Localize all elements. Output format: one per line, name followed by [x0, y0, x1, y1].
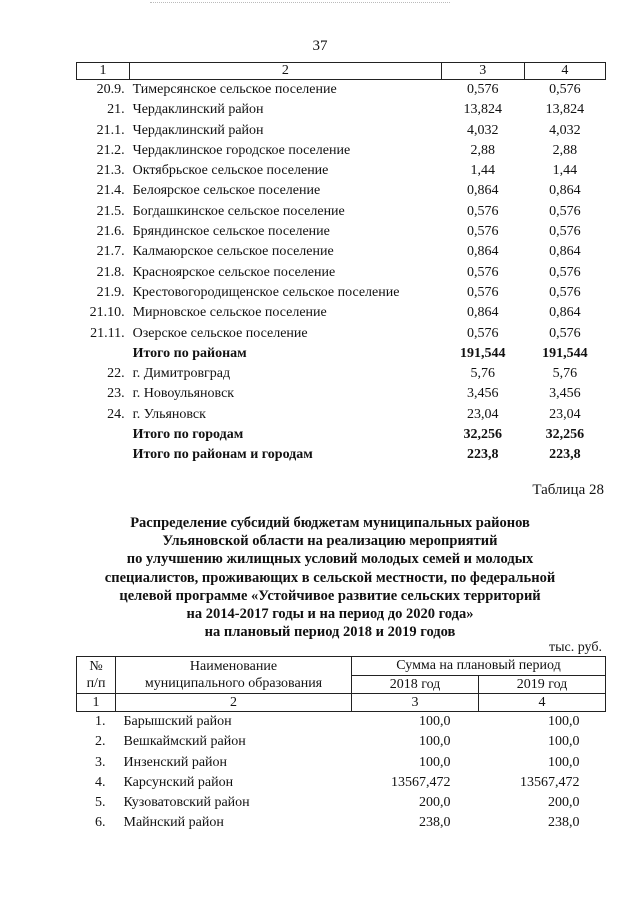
row-number: 21.5. — [96, 203, 125, 219]
row-value-2018: 2,88 — [470, 142, 495, 158]
table-row — [77, 202, 606, 222]
table-continued — [76, 62, 606, 466]
table-row — [77, 793, 606, 813]
row-number: 21.2. — [96, 142, 125, 158]
row-name: Тимерсянское сельское поселение — [132, 82, 337, 97]
row-value-2018: 1,44 — [470, 163, 495, 179]
table2-num-row — [77, 694, 606, 712]
row-name: Барышский район — [123, 714, 232, 729]
row-value-2018: 100,0 — [419, 714, 451, 729]
table-header-row — [77, 63, 606, 80]
row-number: 5. — [95, 795, 106, 811]
row-value-2019: 1,44 — [552, 163, 578, 179]
header-2019: 2019 год — [479, 675, 606, 694]
row-value-2018: 0,576 — [467, 82, 499, 97]
table-row — [77, 222, 606, 242]
title-line: целевой программе «Устойчивое развитие сельских территорий — [119, 587, 541, 604]
table-row — [77, 405, 606, 425]
row-number: 2. — [95, 734, 106, 750]
row-number: 24. — [107, 406, 125, 422]
table-row — [77, 384, 606, 404]
row-number: 23. — [107, 386, 125, 402]
row-name: Чердаклинский район — [132, 102, 264, 118]
row-number: 21.10. — [89, 305, 125, 321]
row-value-2018: 0,576 — [467, 203, 499, 219]
row-name: Мирновское сельское поселение — [132, 305, 327, 321]
row-value-2019: 2,88 — [552, 142, 578, 158]
header-no — [77, 657, 116, 694]
table-title — [60, 514, 600, 641]
table-row — [77, 161, 606, 181]
row-number: 21.8. — [96, 264, 125, 280]
row-name: Итого по районам и городам — [132, 447, 313, 463]
row-value-2018: 0,864 — [467, 183, 499, 199]
row-name: Карсунский район — [123, 774, 234, 790]
table-row — [77, 712, 606, 733]
row-value-2018: 0,864 — [467, 305, 499, 321]
num-col-1: 1 — [77, 694, 116, 712]
row-value-2018: 223,8 — [467, 447, 499, 463]
row-value-2019: 200,0 — [548, 795, 580, 811]
row-number: 4. — [95, 774, 106, 790]
row-value-2019: 4,032 — [549, 122, 581, 138]
row-value-2019: 0,576 — [549, 325, 581, 341]
row-name: Озерское сельское поселение — [132, 325, 308, 341]
row-number: 21.4. — [96, 183, 125, 199]
page-number: 37 — [312, 38, 328, 54]
units-label: тыс. руб. — [549, 640, 602, 655]
row-value-2018: 13567,472 — [391, 774, 451, 790]
title-line: Ульяновской области на реализацию мероприятий — [162, 533, 498, 550]
row-value-2019: 3,456 — [549, 386, 581, 402]
row-name: г. Димитровград — [132, 366, 231, 382]
title-line: на плановый период 2018 и 2019 годов — [204, 624, 456, 641]
table-row — [77, 141, 606, 161]
row-name: г. Новоульяновск — [132, 386, 235, 402]
row-value-2019: 191,544 — [542, 345, 588, 361]
row-name: Красноярское сельское поселение — [132, 264, 336, 280]
row-value-2018: 0,576 — [467, 264, 499, 280]
row-number: 21.1. — [96, 122, 125, 138]
row-value-2019: 238,0 — [548, 815, 580, 831]
header-sum: Сумма на плановый период — [352, 657, 606, 676]
row-number — [77, 425, 130, 445]
row-value-2019: 0,576 — [549, 224, 581, 240]
row-value-2019: 0,864 — [549, 244, 581, 260]
row-value-2019: 100,0 — [548, 754, 580, 770]
table-row — [77, 364, 606, 384]
table-row — [77, 303, 606, 323]
row-value-2018: 238,0 — [419, 815, 451, 831]
num-col-4: 4 — [479, 694, 606, 712]
row-value-2019: 0,864 — [549, 305, 581, 321]
row-value-2019: 223,8 — [549, 447, 581, 463]
row-value-2018: 23,04 — [467, 406, 499, 422]
table2-header-row-1 — [77, 657, 606, 676]
table-row — [77, 80, 606, 101]
header-2018: 2018 год — [352, 675, 479, 694]
row-name: Кузоватовский район — [123, 795, 250, 811]
table-row — [77, 445, 606, 465]
row-name: Майнский район — [123, 815, 224, 831]
row-value-2019: 0,576 — [549, 284, 581, 300]
row-number — [77, 445, 130, 465]
row-number: 1. — [95, 714, 106, 729]
table-row — [77, 732, 606, 752]
row-value-2019: 100,0 — [548, 734, 580, 750]
row-number: 21.11. — [90, 325, 125, 341]
num-col-3: 3 — [352, 694, 479, 712]
header-col-3: 3 — [441, 63, 524, 80]
row-number: 21.7. — [96, 244, 125, 260]
row-value-2018: 4,032 — [467, 122, 499, 138]
header-no-line1: № — [89, 659, 103, 674]
row-number: 21.3. — [96, 163, 125, 179]
table-row — [77, 344, 606, 364]
subsidy-table — [76, 656, 606, 834]
row-name: Чердаклинское городское поселение — [132, 142, 351, 158]
row-name: г. Ульяновск — [132, 406, 206, 422]
header-col-2: 2 — [130, 63, 442, 80]
header-col-4: 4 — [524, 63, 605, 80]
table-row — [77, 813, 606, 833]
row-value-2018: 0,576 — [467, 325, 499, 341]
row-value-2019: 100,0 — [548, 714, 580, 729]
table-row — [77, 242, 606, 262]
row-value-2018: 3,456 — [467, 386, 499, 402]
row-number: 22. — [107, 366, 125, 382]
row-number: 3. — [95, 754, 106, 770]
row-value-2019: 0,864 — [549, 183, 581, 199]
table-row — [77, 324, 606, 344]
row-value-2019: 13,824 — [545, 102, 585, 118]
title-line: по улучшению жилищных условий молодых семей и молодых — [126, 551, 534, 568]
header-col-1: 1 — [77, 63, 130, 80]
row-value-2019: 13567,472 — [520, 774, 580, 790]
row-number: 21. — [107, 102, 125, 118]
table-row — [77, 773, 606, 793]
row-name: Белоярское сельское поселение — [132, 183, 321, 199]
row-number — [77, 344, 130, 364]
header-name — [116, 657, 352, 694]
row-name: Калмаюрское сельское поселение — [132, 244, 334, 260]
row-name: Итого по городам — [132, 427, 244, 443]
row-number: 6. — [95, 815, 106, 831]
header-name-line1: Наименование — [189, 659, 278, 674]
row-name: Октябрьское сельское поселение — [132, 163, 329, 179]
row-number: 21.6. — [96, 224, 125, 240]
row-value-2018: 13,824 — [463, 102, 502, 118]
table-row — [77, 263, 606, 283]
table-row — [77, 425, 606, 445]
row-value-2019: 23,04 — [549, 406, 581, 422]
row-name: Бряндинское сельское поселение — [132, 224, 330, 240]
row-name: Инзенский район — [123, 754, 228, 770]
title-line: Распределение субсидий бюджетам муниципальных районов — [130, 515, 530, 531]
row-name: Чердаклинский район — [132, 122, 264, 138]
row-value-2019: 32,256 — [545, 427, 585, 443]
row-name: Крестовогородищенское сельское поселение — [132, 284, 400, 300]
row-name: Богдашкинское сельское поселение — [132, 203, 345, 219]
row-value-2019: 0,576 — [549, 82, 581, 97]
header-name-line2: муниципального образования — [144, 676, 323, 691]
row-number: 20.9. — [96, 82, 125, 97]
row-value-2019: 0,576 — [549, 203, 581, 219]
table-row — [77, 121, 606, 141]
table-row — [77, 283, 606, 303]
num-col-2: 2 — [116, 694, 352, 712]
row-value-2018: 100,0 — [419, 754, 451, 770]
row-value-2019: 5,76 — [552, 366, 578, 382]
header-no-line2: п/п — [86, 676, 106, 691]
row-value-2018: 200,0 — [419, 795, 451, 811]
row-value-2018: 191,544 — [460, 345, 506, 361]
scan-artifact — [150, 2, 450, 6]
table-number-label: Таблица 28 — [532, 482, 604, 498]
row-name: Итого по районам — [132, 345, 247, 361]
row-value-2019: 0,576 — [549, 264, 581, 280]
title-line: на 2014-2017 годы и на период до 2020 года» — [186, 606, 474, 623]
row-number: 21.9. — [96, 284, 125, 300]
row-value-2018: 0,576 — [467, 224, 499, 240]
row-value-2018: 32,256 — [463, 427, 502, 443]
row-value-2018: 0,864 — [467, 244, 499, 260]
row-value-2018: 5,76 — [470, 366, 495, 382]
row-value-2018: 100,0 — [419, 734, 451, 750]
row-name: Вешкаймский район — [123, 734, 246, 750]
table-row — [77, 100, 606, 120]
title-line: специалистов, проживающих в сельской местности, по федеральной — [104, 569, 556, 586]
table-row — [77, 753, 606, 773]
row-value-2018: 0,576 — [467, 284, 499, 300]
table-row — [77, 181, 606, 201]
